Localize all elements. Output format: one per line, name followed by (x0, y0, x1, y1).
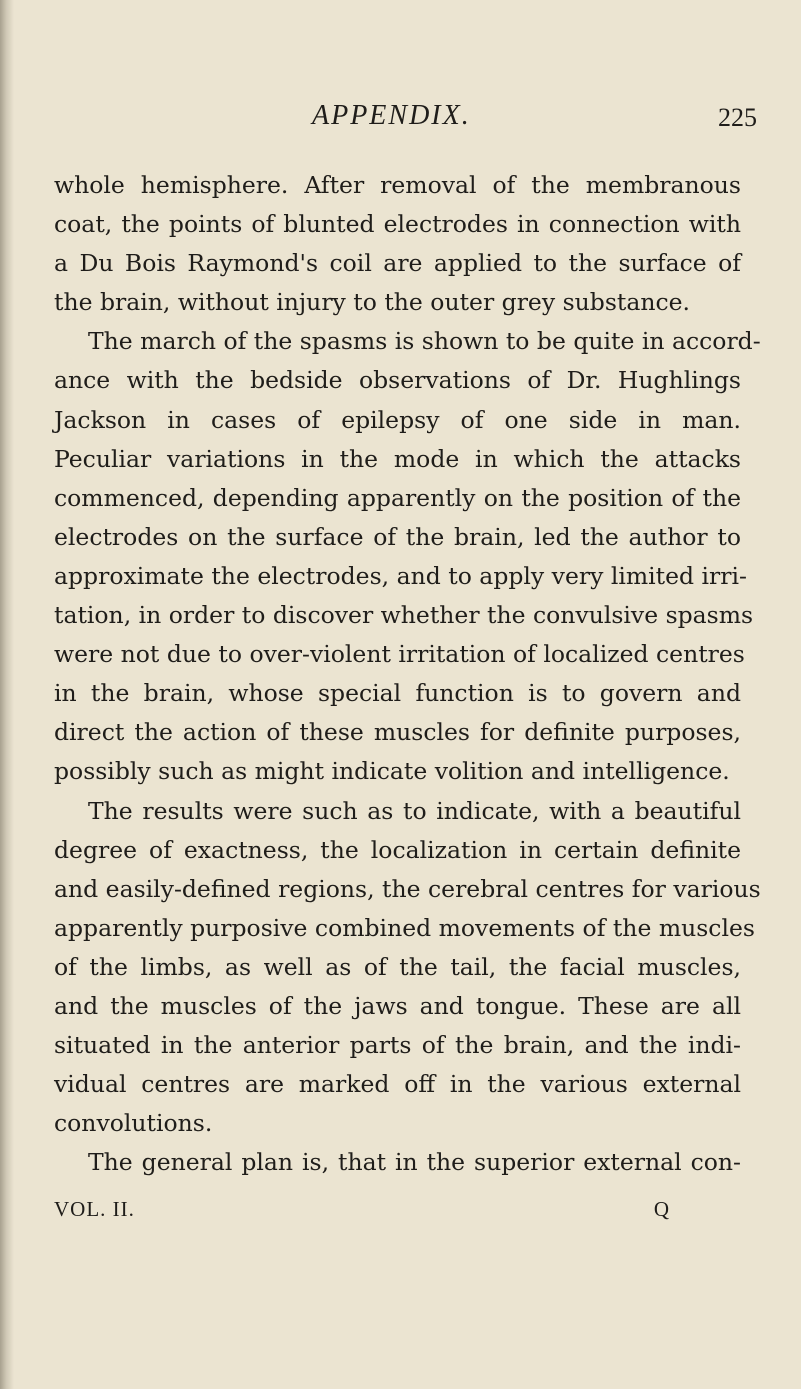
text-line: convolutions. (54, 1109, 213, 1138)
text-line: apparently purposive combined movements of the muscles (54, 913, 755, 942)
text-line: the brain, without injury to the outer grey substance. (54, 288, 691, 317)
page-footer (54, 1197, 669, 1229)
signature-mark: Q (653, 1197, 669, 1221)
text-line: and easily-defined regions, the cerebral centres for various (54, 874, 761, 903)
text-line: direct the action of these muscles for definite purposes, (54, 718, 741, 747)
text-line: electrodes on the surface of the brain, led the author to (54, 522, 741, 551)
page-edge-shadow (0, 0, 14, 1389)
text-line: degree of exactness, the localization in certain definite (54, 835, 741, 864)
text-line: and the muscles of the jaws and tongue. These are all (54, 991, 741, 1020)
page-header (0, 99, 801, 139)
text-line: commenced, depending apparently on the position of the (54, 483, 741, 512)
text-line: coat, the points of blunted electrodes in connection with (54, 210, 741, 239)
text-line: of the limbs, as well as of the tail, the facial muscles, (54, 952, 741, 981)
text-line: whole hemisphere. After removal of the membranous (54, 171, 741, 199)
text-line: were not due to over-violent irritation of localized centres (54, 640, 745, 669)
text-line: a Du Bois Raymond's coil are applied to the surface of (54, 249, 741, 278)
page-number: 225 (718, 103, 757, 132)
text-line: in the brain, whose special function is to govern and (54, 679, 741, 708)
text-line: situated in the anterior parts of the brain, and the indi- (54, 1031, 741, 1060)
text-line: Peculiar variations in the mode in which the attacks (54, 444, 741, 473)
text-line: The results were such as to indicate, with a beautiful (88, 796, 741, 825)
text-line: vidual centres are marked off in the various external (54, 1070, 741, 1099)
body-text (54, 166, 761, 1182)
text-line: Jackson in cases of epilepsy of one side in man. (54, 405, 741, 434)
text-line: The march of the spasms is shown to be quite in accord- (88, 327, 761, 356)
running-head: APPENDIX. (312, 100, 471, 131)
text-line: ance with the bedside observations of Dr. Hughlings (54, 366, 741, 395)
text-line: approximate the electrodes, and to apply very limited irri- (54, 561, 747, 590)
volume-label: VOL. II. (54, 1197, 135, 1221)
text-line: The general plan is, that in the superior external con- (88, 1148, 741, 1177)
text-line: tation, in order to discover whether the convulsive spasms (54, 601, 754, 630)
text-line: possibly such as might indicate volition and intelligence. (54, 757, 730, 786)
